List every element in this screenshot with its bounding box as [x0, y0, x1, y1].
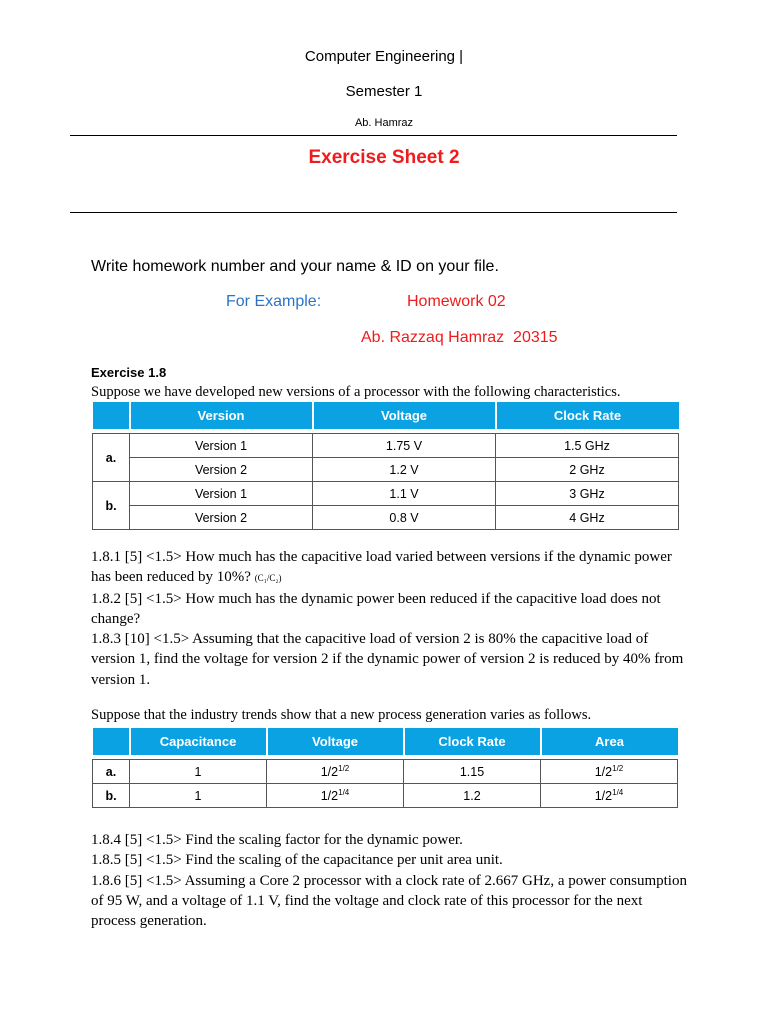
question-1-8-5: 1.8.5 [5] <1.5> Find the scaling of the capacitance per unit area unit.	[91, 852, 503, 869]
table-header: Capacitance	[130, 728, 267, 755]
table-cell	[267, 760, 404, 784]
table-cell: Version 1	[130, 482, 313, 506]
question-text: 1.8.1 [5] <1.5> How much has the capacitive load varied between versions if the dynamic power has been reduced by 10%?	[91, 549, 672, 586]
table-header-blank	[93, 728, 130, 755]
table-cell: 1.15	[404, 760, 541, 784]
question-1-8-2: 1.8.2 [5] <1.5> How much has the dynamic power been reduced if the capacitive load does not change?	[91, 590, 661, 627]
table-row	[93, 434, 679, 458]
table-header: Voltage	[313, 402, 496, 429]
question-1-8-3: 1.8.3 [10] <1.5> Assuming that the capacitive load of version 2 is 80% the capacitive load of version 1, find the voltage for version 2 if the dynamic power of version 2 is reduced by 40% from version 1.	[91, 631, 684, 688]
table-cell: 1.2 V	[313, 458, 496, 482]
voltage-exponent: 1/2	[338, 764, 350, 773]
table-row	[93, 760, 678, 784]
table-cell: 1.75 V	[313, 434, 496, 458]
table-cell: 1.1 V	[313, 482, 496, 506]
row-label: b.	[93, 482, 130, 530]
area-base: 1/2	[594, 765, 613, 779]
table-row	[93, 506, 679, 530]
table-cell: Version 1	[130, 434, 313, 458]
table-cell	[541, 784, 678, 808]
table-header: Version	[130, 402, 313, 429]
question-1-8-4: 1.8.4 [5] <1.5> Find the scaling factor for the dynamic power.	[91, 832, 463, 848]
area-exponent: 1/2	[612, 764, 624, 773]
exercise-intro-2: Suppose that the industry trends show that a new process generation varies as follows.	[91, 707, 592, 723]
table-header: Clock Rate	[404, 728, 541, 755]
author-label: Ab. Hamraz	[354, 117, 414, 129]
example-label: For Example:	[226, 293, 322, 310]
table-header: Area	[541, 728, 678, 755]
row-label: a.	[93, 434, 130, 482]
area-base: 1/2	[594, 789, 613, 803]
table-cell: Version 2	[130, 506, 313, 530]
question-1-8-1	[91, 547, 691, 589]
table-cell: 2 GHz	[496, 458, 679, 482]
exercise-intro: Suppose we have developed new versions of a processor with the following characteristics.	[91, 384, 621, 400]
table-cell	[267, 784, 404, 808]
table-cell: 1	[130, 760, 267, 784]
table-cell	[541, 760, 678, 784]
question-note: (C₁/C₂)	[254, 573, 282, 584]
voltage-base: 1/2	[320, 789, 339, 803]
example-homework: Homework 02	[407, 293, 506, 310]
example-name: Ab. Razzaq Hamraz 20315	[361, 329, 558, 346]
table-cell: 1.5 GHz	[496, 434, 679, 458]
voltage-base: 1/2	[320, 765, 339, 779]
row-label: a.	[93, 760, 130, 784]
table-header: Clock Rate	[496, 402, 679, 429]
exercise-heading: Exercise 1.8	[91, 365, 167, 380]
table-cell: 0.8 V	[313, 506, 496, 530]
version-table	[92, 402, 679, 530]
table-cell: 1.2	[404, 784, 541, 808]
page-title: Exercise Sheet 2	[308, 147, 460, 168]
questions-block-2	[91, 830, 691, 931]
header-divider-top	[70, 135, 677, 136]
process-trend-table	[92, 728, 678, 808]
semester-label: Semester 1	[345, 83, 423, 100]
table-cell: Version 2	[130, 458, 313, 482]
header-divider-bottom	[70, 212, 677, 213]
table-header-row	[93, 402, 679, 429]
question-1-8-6: 1.8.6 [5] <1.5> Assuming a Core 2 processor with a clock rate of 2.667 GHz, a power consumption of 95 W, and a voltage of 1.1 V, find the voltage and clock rate of this processor for the next process generation.	[91, 872, 687, 930]
table-header-blank	[93, 402, 130, 429]
questions-block-1	[91, 547, 691, 690]
table-cell: 1	[130, 784, 267, 808]
table-row	[93, 458, 679, 482]
area-exponent: 1/4	[612, 788, 624, 797]
instruction-text: Write homework number and your name & ID on your file.	[91, 258, 499, 275]
table-row	[93, 482, 679, 506]
table-cell: 4 GHz	[496, 506, 679, 530]
row-label: b.	[93, 784, 130, 808]
department-header: Computer Engineering |	[304, 48, 464, 65]
table-row	[93, 784, 678, 808]
table-cell: 3 GHz	[496, 482, 679, 506]
voltage-exponent: 1/4	[338, 788, 350, 797]
table-header-row	[93, 728, 678, 755]
table-header: Voltage	[267, 728, 404, 755]
